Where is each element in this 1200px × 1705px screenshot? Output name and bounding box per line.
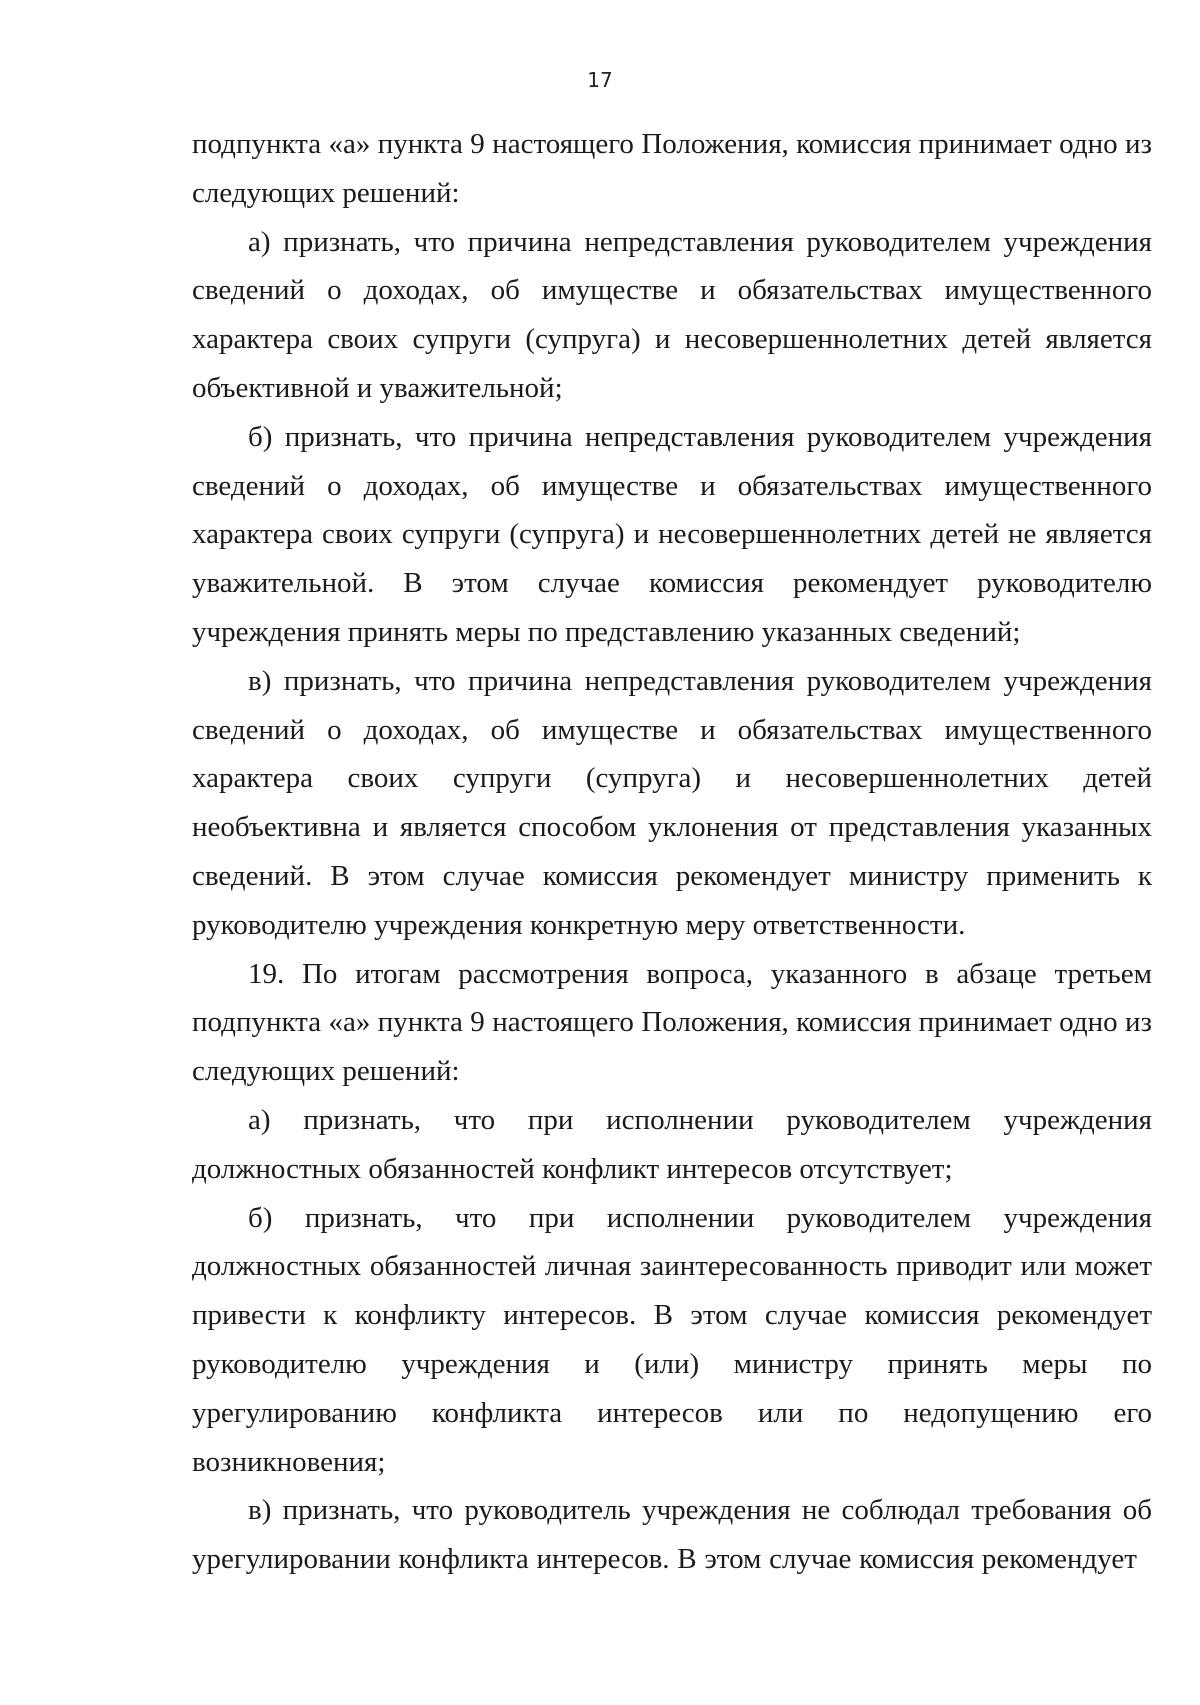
paragraph-continuation: подпункта «а» пункта 9 настоящего Положения, комиссия принимает одно из следующих решений: <box>192 128 1152 209</box>
paragraph-19-item-a: а) признать, что при исполнении руководителем учреждения должностных обязанностей конфликт интересов отсутствует; <box>192 1103 1152 1185</box>
paragraph-19-item-b: б) признать, что при исполнении руководителем учреждения должностных обязанностей личная заинтересованность приводит или может привести к конфликту интересов. В этом случае комиссия рекомендует руководителю учреждения и (или) министру принять меры по урегулированию конфликта интересов или по недопущению его возникновения; <box>192 1201 1152 1478</box>
document-body <box>192 120 1152 1584</box>
paragraph-19-item-v: в) признать, что руководитель учреждения не соблюдал требования об урегулировании конфликта интересов. В этом случае комиссия рекомендует <box>192 1494 1152 1576</box>
paragraph-item-v: в) признать, что причина непредставления руководителем учреждения сведений о доходах, об имуществе и обязательствах имущественного характера своих супруги (супруга) и несовершеннолетних детей необъективна и является способом уклонения от представления указанных сведений. В этом случае комиссия рекомендует министру применить к руководителю учреждения конкретную меру ответственности. <box>192 664 1152 941</box>
paragraph-item-a: а) признать, что причина непредставления руководителем учреждения сведений о доходах, об имуществе и обязательствах имущественного характера своих супруги (супруга) и несовершеннолетних детей является объективной и уважительной; <box>192 225 1152 404</box>
paragraph-clause-19: 19. По итогам рассмотрения вопроса, указанного в абзаце третьем подпункта «а» пункта 9 настоящего Положения, комиссия принимает одно из следующих решений: <box>192 957 1152 1088</box>
paragraph-item-b: б) признать, что причина непредставления руководителем учреждения сведений о доходах, об имуществе и обязательствах имущественного характера своих супруги (супруга) и несовершеннолетних детей не является уважительной. В этом случае комиссия рекомендует руководителю учреждения принять меры по представлению указанных сведений; <box>192 420 1152 648</box>
page-number: 17 <box>587 68 613 92</box>
